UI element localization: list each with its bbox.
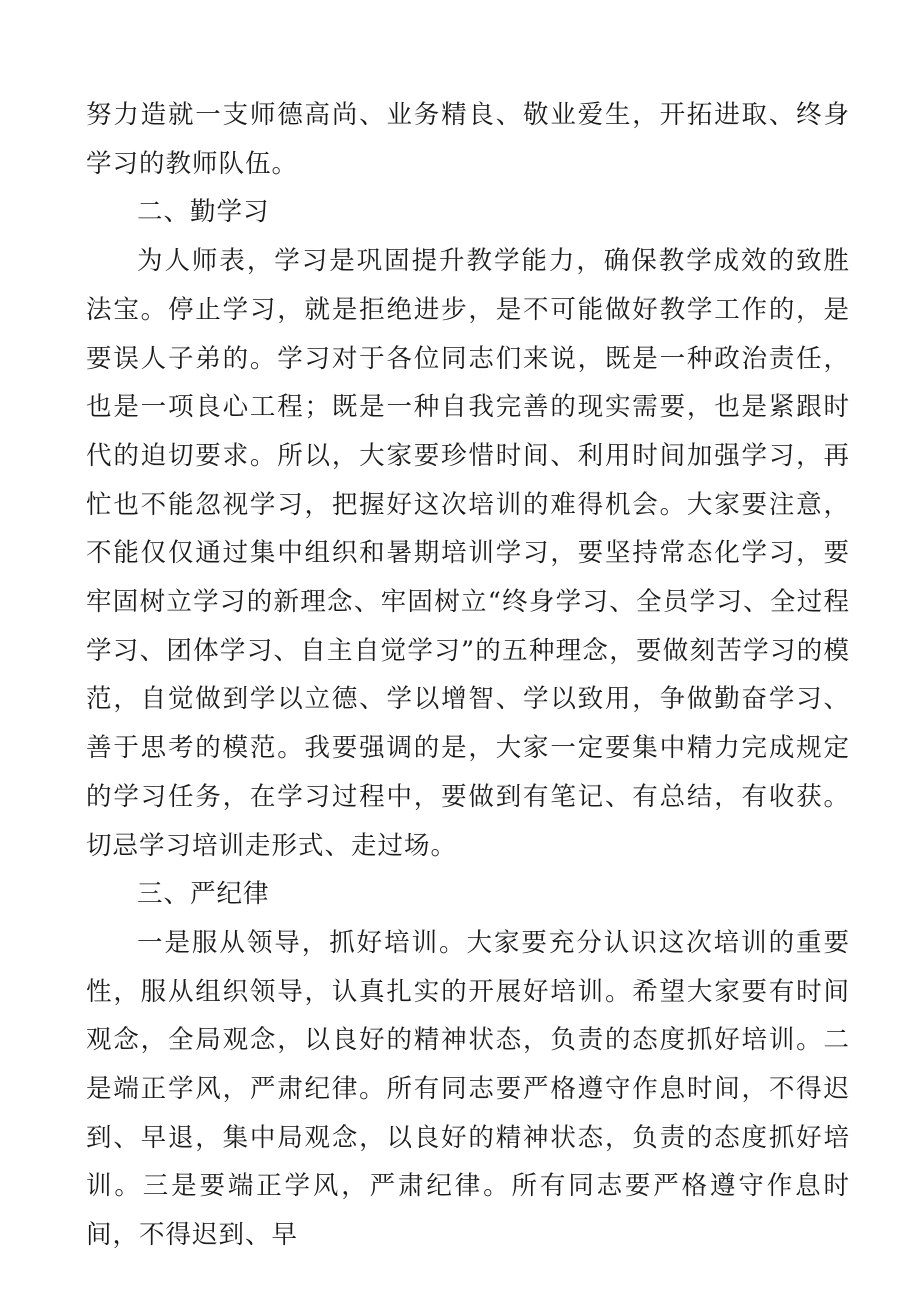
section-heading-discipline: 三、严纪律 — [137, 879, 270, 910]
paragraph-discipline: 一是服从领导，抓好培训。大家要充分认识这次培训的重要性，服从组织领导，认真扎实的开展好培训。希望大家要有时间观念，全局观念，以良好的精神状态，负责的态度抓好培训。二是端正学风，严肃纪律。所有同志要严格遵守作息时间，不得迟到、早退，集中局观念，以良好的精神状态，负责的态度抓好培训。三是要端正学风，严肃纪律。所有同志要严格遵守作息时间，不得迟到、早 — [86, 927, 850, 1251]
paragraph-continuation: 努力造就一支师德高尚、业务精良、敬业爱生，开拓进取、终身学习的教师队伍。 — [86, 100, 850, 179]
paragraph-study: 为人师表，学习是巩固提升教学能力，确保教学成效的致胜法宝。停止学习，就是拒绝进步，是不可能做好教学工作的，是要误人子弟的。学习对于各位同志们来说，既是一种政治责任，也是一项良心工程；既是一种自我完善的现实需要，也是紧跟时代的迫切要求。所以，大家要珍惜时间、利用时间加强学习，再忙也不能忽视学习，把握好这次培训的难得机会。大家要注意，不能仅仅通过集中组织和暑期培训学习，要坚持常态化学习，要牢固树立学习的新理念、牢固树立“终身学习、全员学习、全过程学习、团体学习、自主自觉学习”的五种理念，要做刻苦学习的模范，自觉做到学以立德、学以增智、学以致用，争做勤奋学习、善于思考的模范。我要强调的是，大家一定要集中精力完成规定的学习任务，在学习过程中，要做到有笔记、有总结，有收获。切忌学习培训走形式、走过场。 — [86, 246, 850, 861]
section-heading-study: 二、勤学习 — [137, 197, 270, 228]
